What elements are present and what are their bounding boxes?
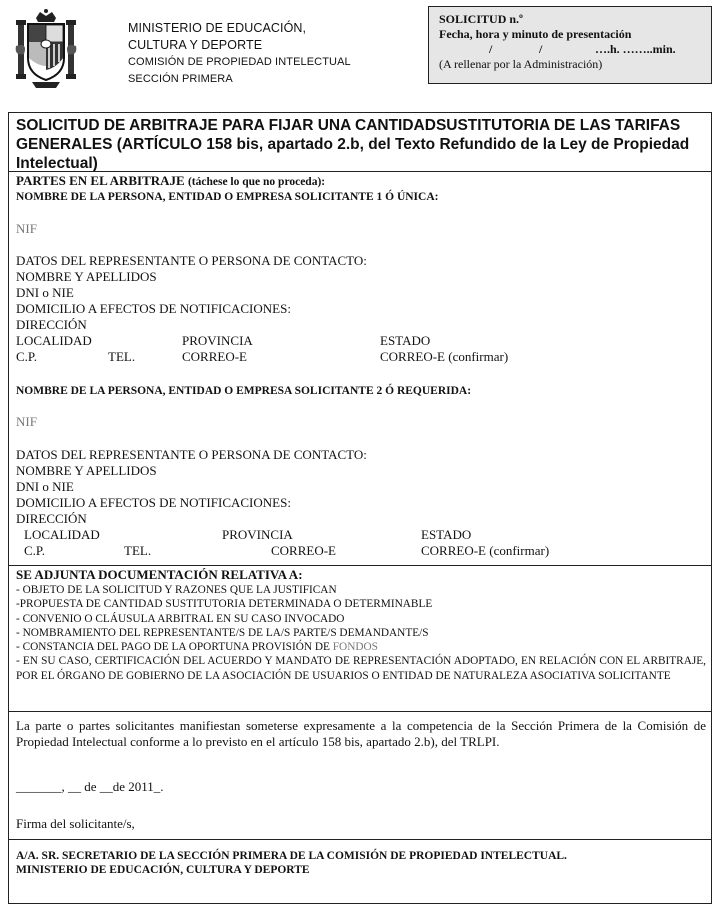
adjunta-heading: SE ADJUNTA DOCUMENTACIÓN RELATIVA A: bbox=[16, 567, 303, 582]
fondos-text: FONDOS bbox=[332, 641, 378, 654]
tel-field[interactable]: TEL. bbox=[124, 543, 152, 558]
list-item: - EN SU CASO, CERTIFICACIÓN DEL ACUERDO Y MANDATO DE REPRESENTACIÓN ADOPTADO, EN RELACIÓN CON EL ARBITRAJE, POR EL ÓRGANO DE GOBIERNO DE LA ASOCIACIÓN DE USUARIOS O ENTIDAD DE NATURALEZA ASOCIATIVA SOLICITANTE bbox=[16, 655, 706, 682]
correo-confirm-field[interactable]: CORREO-E (confirmar) bbox=[421, 543, 550, 558]
nif-field[interactable]: NIF bbox=[16, 414, 37, 429]
provincia-field[interactable]: PROVINCIA bbox=[222, 527, 293, 542]
cp-field[interactable]: C.P. bbox=[16, 349, 37, 364]
list-item bbox=[16, 640, 706, 654]
list-item: -PROPUESTA DE CANTIDAD SUSTITUTORIA DETERMINADA O DETERMINABLE bbox=[16, 598, 433, 611]
coat-of-arms-icon bbox=[14, 8, 78, 90]
nombre-field[interactable]: NOMBRE Y APELLIDOS bbox=[16, 269, 157, 284]
nif-field[interactable]: NIF bbox=[16, 221, 37, 236]
form-title: SOLICITUD DE ARBITRAJE PARA FIJAR UNA CANTIDADSUSTITUTORIA DE LAS TARIFAS GENERALES (ARTÍCULO 158 bis, apartado 2.b, del Texto Refundido de la Ley de Propiedad Intelectual) bbox=[16, 117, 690, 172]
list-item: - NOMBRAMIENTO DEL REPRESENTANTE/S DE LA/S PARTE/S DEMANDANTE/S bbox=[16, 626, 429, 639]
direccion-field[interactable]: DIRECCIÓN bbox=[16, 317, 87, 332]
estado-field[interactable]: ESTADO bbox=[380, 333, 431, 348]
ministry-block bbox=[128, 20, 351, 88]
addressee-line: A/A. SR. SECRETARIO DE LA SECCIÓN PRIMERA DE LA COMISIÓN DE PROPIEDAD INTELECTUAL. bbox=[16, 850, 567, 862]
divider bbox=[8, 171, 712, 172]
time-template: ….h. ……..min. bbox=[595, 42, 676, 56]
date-time-template bbox=[439, 42, 701, 57]
domicilio-heading: DOMICILIO A EFECTOS DE NOTIFICACIONES: bbox=[16, 495, 291, 510]
correo-confirm-field[interactable]: CORREO-E (confirmar) bbox=[380, 349, 509, 364]
commission-line: COMISIÓN DE PROPIEDAD INTELECTUAL bbox=[128, 56, 351, 68]
localidad-field[interactable]: LOCALIDAD bbox=[16, 333, 92, 348]
tel-field[interactable]: TEL. bbox=[108, 349, 136, 364]
list-item: - OBJETO DE LA SOLICITUD Y RAZONES QUE LA JUSTIFICAN bbox=[16, 584, 337, 596]
domicilio-heading: DOMICILIO A EFECTOS DE NOTIFICACIONES: bbox=[16, 301, 291, 316]
direccion-field[interactable]: DIRECCIÓN bbox=[16, 511, 87, 526]
rep-heading: DATOS DEL REPRESENTANTE O PERSONA DE CONTACTO: bbox=[16, 447, 367, 462]
dni-field[interactable]: DNI o NIE bbox=[16, 479, 74, 494]
rep-heading: DATOS DEL REPRESENTANTE O PERSONA DE CONTACTO: bbox=[16, 253, 367, 268]
solicitante2-heading: NOMBRE DE LA PERSONA, ENTIDAD O EMPRESA SOLICITANTE 2 Ó REQUERIDA: bbox=[16, 385, 472, 397]
partes-heading: PARTES EN EL ARBITRAJE bbox=[16, 173, 185, 188]
date-slash: / bbox=[539, 42, 543, 56]
ministry-line: MINISTERIO DE EDUCACIÓN, bbox=[128, 21, 307, 35]
admin-note: (A rellenar por la Administración) bbox=[439, 57, 603, 71]
correo-field[interactable]: CORREO-E bbox=[271, 543, 336, 558]
ministry-line: CULTURA Y DEPORTE bbox=[128, 38, 263, 52]
localidad-field[interactable]: LOCALIDAD bbox=[24, 527, 100, 542]
dni-field[interactable]: DNI o NIE bbox=[16, 285, 74, 300]
divider bbox=[8, 839, 712, 840]
declaration-text: La parte o partes solicitantes manifiestan someterse expresamente a la competencia de la Sección Primera de la Comisión de Propiedad Intelectual conforme a lo previsto en el artículo 158 bis, apartado 2.b), del TRLPI. bbox=[16, 718, 706, 749]
estado-field[interactable]: ESTADO bbox=[421, 527, 472, 542]
date-slash: / bbox=[489, 42, 493, 56]
documents-list bbox=[16, 583, 706, 683]
divider bbox=[8, 711, 712, 712]
solicitud-number-label: SOLICITUD n.º bbox=[439, 12, 523, 26]
partes-note: (táchese lo que no proceda): bbox=[187, 176, 326, 188]
fecha-label: Fecha, hora y minuto de presentación bbox=[439, 27, 632, 41]
admin-box bbox=[428, 6, 712, 84]
list-item: - CONVENIO O CLÁUSULA ARBITRAL EN SU CASO INVOCADO bbox=[16, 612, 345, 625]
divider bbox=[8, 565, 712, 566]
addressee-line: MINISTERIO DE EDUCACIÓN, CULTURA Y DEPORTE bbox=[16, 864, 310, 876]
provincia-field[interactable]: PROVINCIA bbox=[182, 333, 253, 348]
nombre-field[interactable]: NOMBRE Y APELLIDOS bbox=[16, 463, 157, 478]
section-line: SECCIÓN PRIMERA bbox=[128, 73, 233, 85]
correo-field[interactable]: CORREO-E bbox=[182, 349, 247, 364]
firma-label: Firma del solicitante/s, bbox=[16, 816, 135, 831]
list-item-text: - CONSTANCIA DEL PAGO DE LA OPORTUNA PROVISIÓN DE bbox=[16, 641, 330, 654]
solicitante1-heading: NOMBRE DE LA PERSONA, ENTIDAD O EMPRESA SOLICITANTE 1 Ó ÚNICA: bbox=[16, 191, 439, 203]
partes-heading-row bbox=[16, 173, 325, 190]
cp-field[interactable]: C.P. bbox=[24, 543, 45, 558]
date-line[interactable]: _______, __ de __de 2011_. bbox=[16, 779, 164, 794]
